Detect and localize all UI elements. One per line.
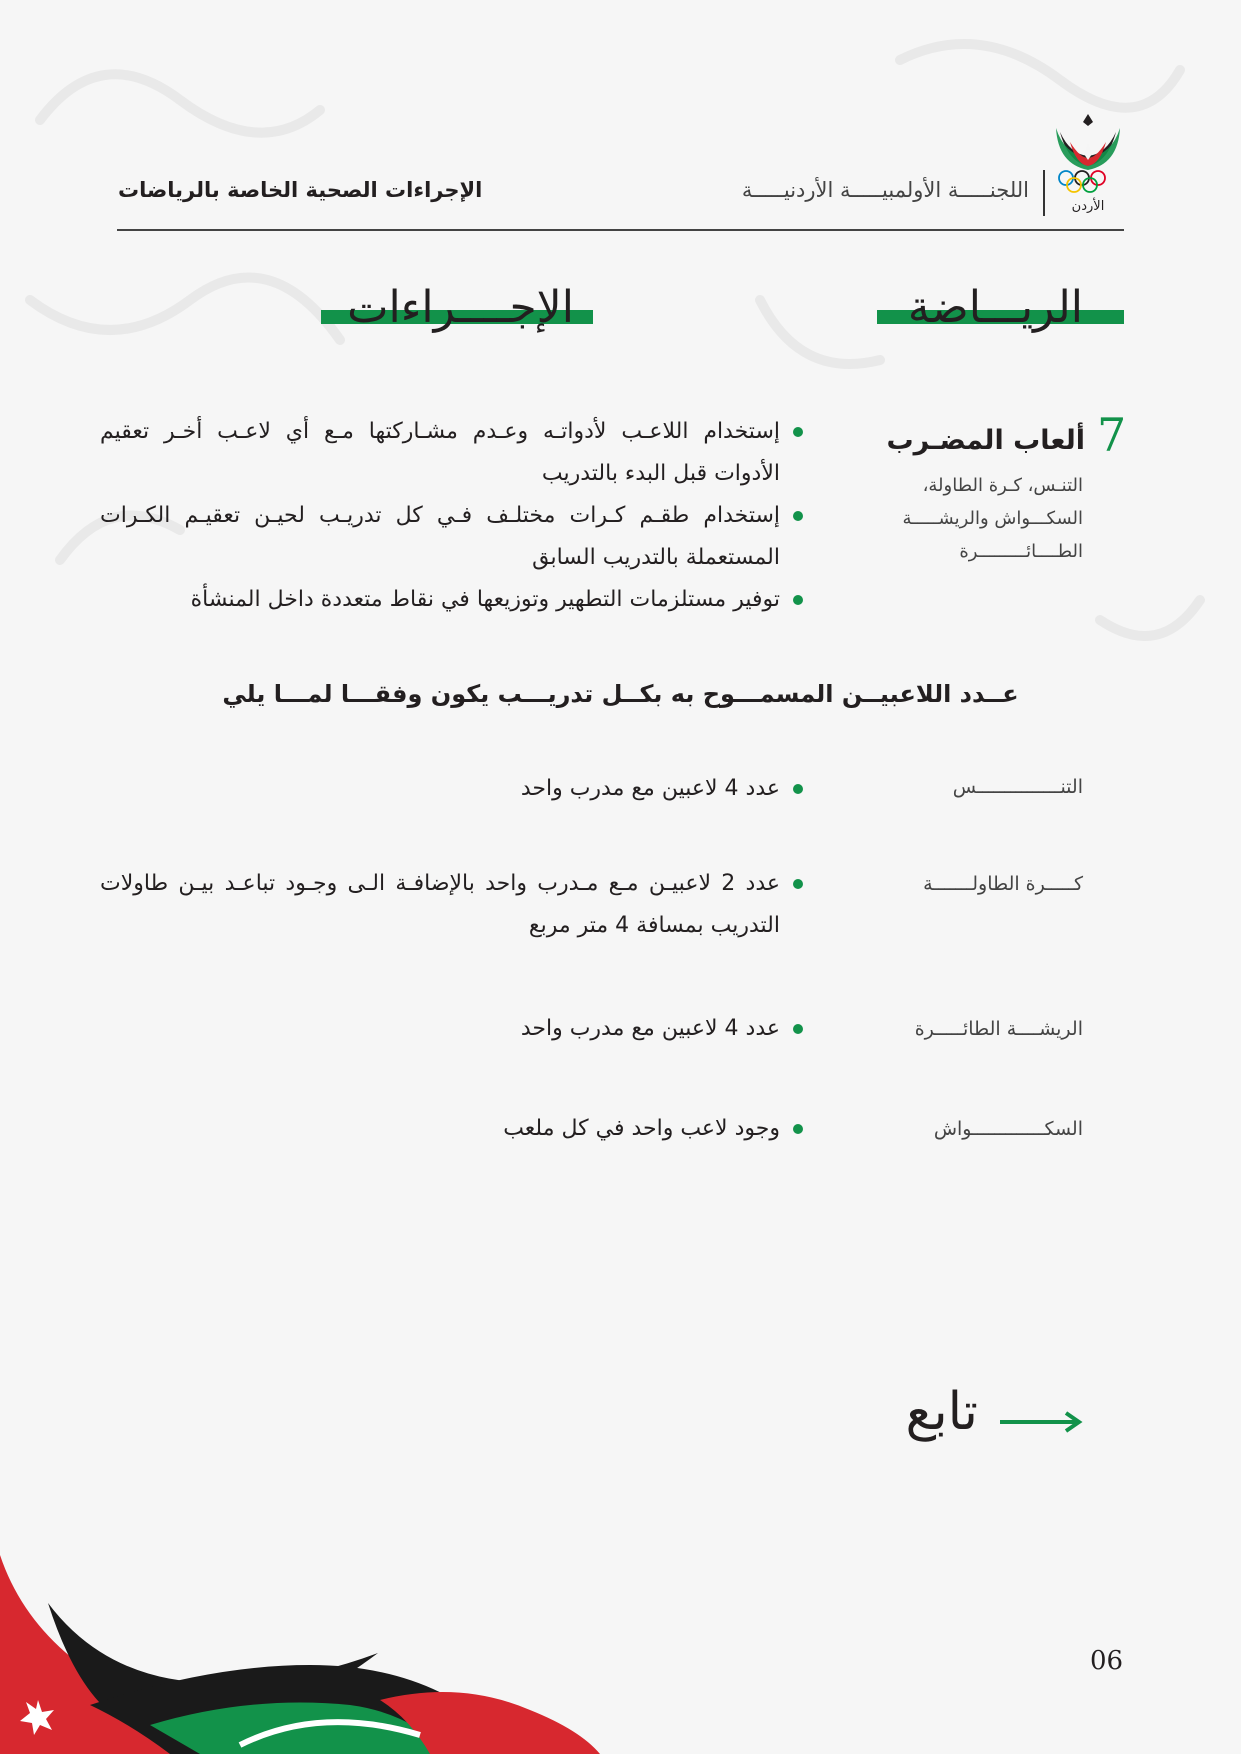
olympic-committee-logo (1052, 112, 1124, 216)
header-rule (117, 229, 1124, 231)
procedure-text: إستخدام طقـم كـرات مختلـف فـي كل تدريـب لحيـن تعقيـم الكـرات المستعملة بالتدريب السابق (100, 503, 780, 570)
procedures-list (100, 411, 780, 621)
count-row-sport: كـــــرة الطاولـــــــة (923, 873, 1083, 895)
sport-list (863, 469, 1083, 568)
count-rule-text: عدد 2 لاعبيـن مـع مـدرب واحد بالإضافـة الـى وجـود تباعـد بيـن طاولات التدريب بمسافة 4 متر مربع (100, 871, 780, 938)
procedure-item (100, 495, 780, 579)
bullet-icon (793, 511, 803, 521)
sport-title: ألعاب المضـرب (886, 425, 1085, 456)
players-count-heading: عــدد اللاعبيــن المسمـــوح به بكــل تدريـــب يكون وفقـــا لمـــا يلي (222, 680, 1019, 708)
continue-label[interactable]: تابع (905, 1382, 978, 1442)
document-title: الإجراءات الصحية الخاصة بالرياضات (118, 178, 483, 202)
count-row-rule (100, 1108, 780, 1150)
bullet-icon (793, 427, 803, 437)
jordan-flag-wave (0, 1555, 620, 1754)
count-row-rule (100, 768, 780, 810)
logo-text: الأردن (1071, 199, 1105, 214)
bullet-icon (793, 784, 803, 794)
count-rule-text: عدد 4 لاعبين مع مدرب واحد (520, 776, 780, 801)
procedure-text: إستخدام اللاعـب لأدواتـه وعـدم مشـاركتها مـع أي لاعـب أخـر تعقيم الأدوات قبل البدء بالتدريب (100, 419, 780, 486)
committee-name: اللجنـــــة الأولمبيـــــة الأردنيـــــة (741, 178, 1029, 202)
arrow-right-icon[interactable] (998, 1410, 1084, 1434)
count-row-sport: التنـــــــــــــــس (952, 776, 1083, 798)
procedures-column-heading: الإجــــراءات (347, 282, 574, 333)
header-separator (1043, 170, 1045, 216)
count-row-sport: الريشــــة الطائـــــرة (914, 1018, 1083, 1040)
procedure-text: توفير مستلزمات التطهير وتوزيعها في نقاط متعددة داخل المنشأة (190, 587, 780, 612)
count-row-rule (100, 1008, 780, 1050)
count-rule-text: وجود لاعب واحد في كل ملعب (503, 1116, 780, 1141)
bullet-icon (793, 1024, 803, 1034)
count-row-sport: السكـــــــــــــواش (933, 1118, 1083, 1140)
count-row-rule (100, 863, 780, 947)
bullet-icon (793, 1124, 803, 1134)
sport-list-line: التنـس، كـرة الطاولة، (922, 475, 1083, 496)
bullet-icon (793, 879, 803, 889)
page-number: 06 (1090, 1646, 1124, 1676)
sport-list-line: السكـــواش والريشـــــة (902, 508, 1083, 529)
count-rule-text: عدد 4 لاعبين مع مدرب واحد (520, 1016, 780, 1041)
bullet-icon (793, 595, 803, 605)
sport-column-heading: الريـــاضة (907, 282, 1083, 333)
sport-list-line: الطــــائـــــــــرة (959, 541, 1083, 562)
sport-number: 7 (1097, 408, 1127, 462)
procedure-item (100, 579, 780, 621)
procedure-item (100, 411, 780, 495)
